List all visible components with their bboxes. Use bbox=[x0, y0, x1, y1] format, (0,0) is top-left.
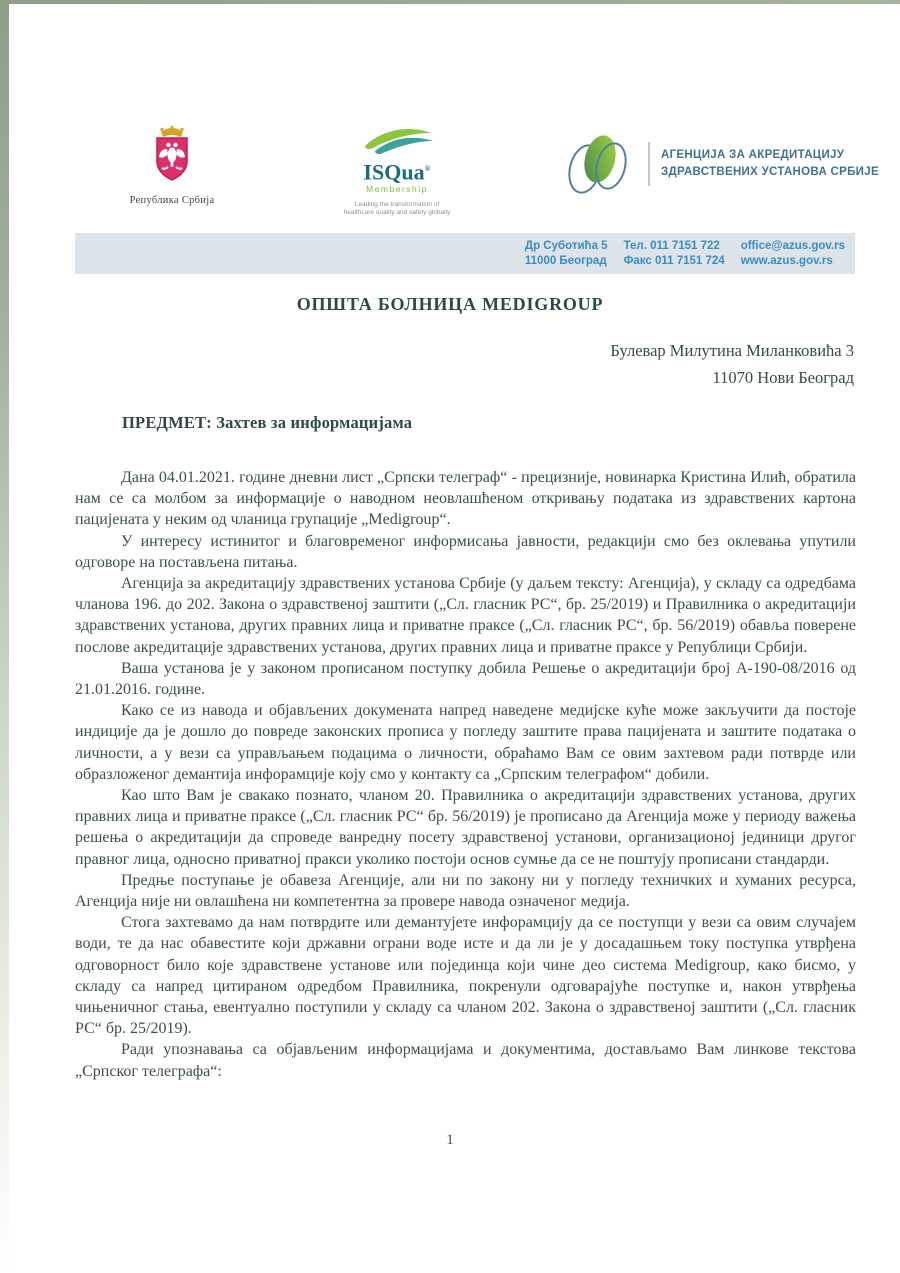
serbia-coat-of-arms-icon bbox=[139, 124, 205, 186]
subject-line: ПРЕДМЕТ: Захтев за информацијама bbox=[122, 413, 413, 432]
agency-name-line1: АГЕНЦИЈА ЗА АКРЕДИТАЦИЈУ bbox=[661, 149, 845, 161]
agency-name bbox=[661, 147, 879, 181]
contact-city: 11000 Београд bbox=[524, 254, 607, 267]
letter-paragraph: Дана 04.01.2021. године дневни лист „Српски телеграф“ - прецизније, новинарка Кристина Илић, обратила нам се са молбом за информације о наводном неовлашћеном откривању података из здравствених картона пацијената у неким од чланица групације „Medigroup“. bbox=[75, 469, 856, 529]
contact-street: Др Суботића 5 bbox=[524, 239, 608, 252]
contact-fax: Факс 011 7151 724 bbox=[623, 254, 725, 267]
letter-paragraph: Ваша установа је у законом прописаном поступку добила Решење о акредитацији број А-190-08/2016 од 21.01.2016. године. bbox=[75, 659, 856, 699]
contact-phones bbox=[624, 239, 725, 269]
isqua-tagline bbox=[330, 201, 464, 217]
agency-logo bbox=[556, 126, 879, 202]
isqua-logo bbox=[330, 126, 464, 217]
letter-paragraph: Стога захтевамо да нам потврдите или демантујете инфорамцију да се поступци у вези са овим случајем води, те да нас обавестите који државни ограни воде исте и да ли је у досадашњем току поступка утврђена одговорност било које здравствене установе или појединца који чине део система Medigroup, како бисмо, у складу са напред цитираном одредбом Правилника, покренули одговарајуће поступке и, након утврђења чињеничног стања, евентуално поступили у складу са чланом 202. Закона о здравственој заштити („Сл. гласник РС“ бр. 25/2019). bbox=[75, 914, 856, 1038]
isqua-wordmark: ISQua® bbox=[363, 159, 431, 185]
page-number: 1 bbox=[446, 1132, 454, 1148]
letter-body bbox=[75, 467, 856, 1082]
letter-paragraph: Како се из навода и објављених докумената напред наведене медијске куће може закључити да постоје индиције да је дошло до повреде законских прописа у погледу заштите права пацијената и заштите података о личности, а у вези са управљањем подацима о личности, обраћамо Вам се овим захтевом ради потврде или образложеног демантија инфорамције коју смо у контакту са „Српским телеграфом“ добили. bbox=[75, 702, 856, 783]
agency-ellipses-icon bbox=[556, 126, 640, 202]
recipient-address-line1: Булевар Милутина Миланковића 3 bbox=[610, 341, 854, 360]
recipient-title: ОПШТА БОЛНИЦА MEDIGROUP bbox=[296, 294, 604, 314]
isqua-tagline-line1: Leading the transformation of bbox=[354, 201, 440, 209]
serbia-coat-of-arms bbox=[116, 124, 228, 206]
letter-paragraph: У интересу истинитог и благовременог информисања јавности, редакцији смо без оклевања упутили одговоре на постављена питања. bbox=[75, 532, 856, 571]
contact-website: www.azus.gov.rs bbox=[740, 254, 833, 267]
isqua-swoosh-icon bbox=[359, 126, 435, 154]
isqua-trademark: ® bbox=[424, 164, 431, 173]
isqua-tagline-line2: healthcare quality and safety globally bbox=[343, 209, 451, 217]
contact-phone: Тел. 011 7151 722 bbox=[623, 239, 720, 252]
contact-band bbox=[75, 233, 855, 274]
isqua-membership-label: Membership bbox=[366, 184, 428, 195]
contact-address bbox=[525, 239, 608, 269]
letter-paragraph: Агенција за акредитацију здравствених установа Србије (у даљем тексту: Агенција), у складу са одредбама чланова 196. до 202. Закона о здравственој заштити („Сл. гласник РС“, бр. 25/2019) и Правилника о акредитацији здравствених установа, других правних лица и приватне праксе („Сл. гласник РС“, бр. 56/2019) обавља поверене послове акредитације здравствених установа, других правних лица и приватне праксе у Републици Србији. bbox=[75, 575, 856, 656]
scan-edge-top bbox=[0, 0, 900, 4]
letter-paragraph: Предње поступање је обавеза Агенције, али ни по закону ни у погледу техничких и хуманих ресурса, Агенција није ни овлашћена ни компетентна за провере навода означеног медија. bbox=[75, 871, 856, 911]
contact-web bbox=[741, 239, 845, 269]
agency-name-line2: ЗДРАВСТВЕНИХ УСТАНОВА СРБИЈЕ bbox=[661, 166, 879, 178]
contact-email: office@azus.gov.rs bbox=[740, 239, 845, 252]
letter-paragraph: Ради упознавања са објављеним информацијама и документима, достављамо Вам линкове текстова „Српског телеграфа“: bbox=[75, 1041, 856, 1080]
scan-edge-left bbox=[0, 0, 9, 1273]
recipient-address bbox=[610, 337, 854, 391]
agency-logo-divider bbox=[648, 142, 650, 186]
coat-of-arms-label: Република Србија bbox=[129, 195, 215, 206]
letter-paragraph: Као што Вам је свакако познато, чланом 20. Правилника о акредитацији здравствених установа, других правних лица и приватне праксе („Сл. гласник РС“ бр. 56/2019) је прописано да Агенција може у периоду важења решења о акредитацији да спроведе ванредну посету здравственој установи, организационој јединици другог правног лица, односно приватној пракси уколико постоји основ сумње да се не поштују прописани стандарди. bbox=[75, 787, 856, 868]
recipient-address-line2: 11070 Нови Београд bbox=[712, 368, 854, 387]
